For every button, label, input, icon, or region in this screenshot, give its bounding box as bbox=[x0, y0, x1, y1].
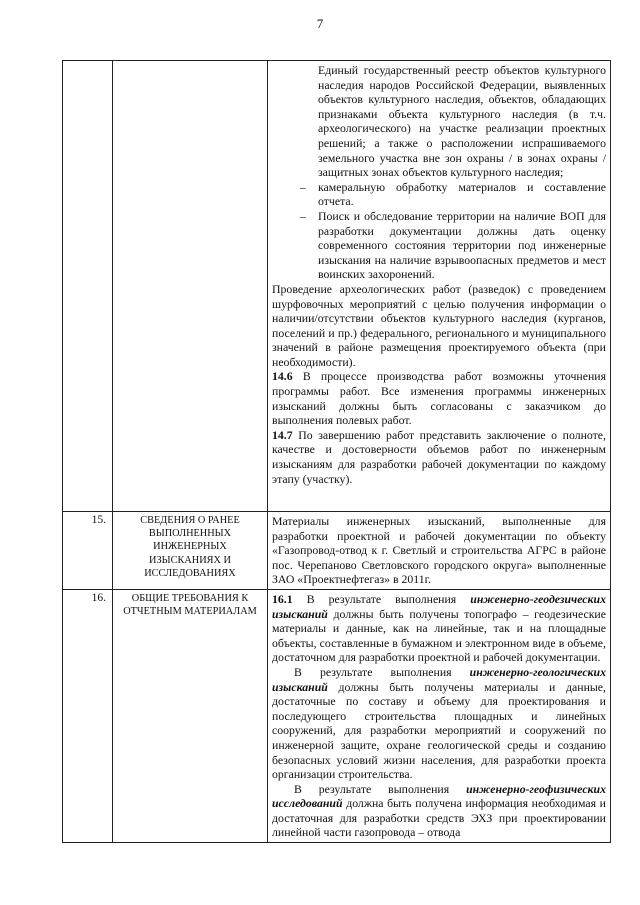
previous-surveys-text: Материалы инженерных изысканий, выполненные для разработки проектной и рабочей документации по объекту «Газопровод-отвод к г. Светлый и строительства АГРС в районе пос. Черепаново Светловского городского округа» выполненные ЗАО «Проектнефтегаз» в 2011г. bbox=[272, 514, 606, 587]
table-row bbox=[63, 61, 611, 512]
item-text: В результате выполнения bbox=[294, 664, 470, 679]
item-number: 16.1 bbox=[272, 591, 293, 606]
row-content-cell bbox=[268, 589, 611, 842]
item-text: должны быть получены топографо – геодезические материалы и данные, как на линейные, так и на площадные объекты, составленные в бумажном и электронном виде в объеме, достаточном для разработки проектной и рабочей документации. bbox=[272, 606, 606, 665]
specification-table bbox=[62, 60, 611, 843]
row-label: СВЕДЕНИЯ О РАНЕЕ ВЫПОЛНЕННЫХ ИНЖЕНЕРНЫХ ИЗЫСКАНИЯХ И ИССЛЕДОВАНИЯХ bbox=[113, 512, 268, 590]
work-list bbox=[272, 180, 606, 282]
item-number: 14.7 bbox=[272, 427, 293, 442]
table-row bbox=[63, 512, 611, 590]
item-text: По завершению работ представить заключение о полноте, качестве и достоверности объемов работ по инженерным изысканиям для разработки рабочей документации по каждому этапу (участку). bbox=[272, 427, 606, 486]
item-text: В результате выполнения bbox=[292, 591, 471, 606]
registry-text: Единый государственный реестр объектов культурного наследия народов Российской Федерации, выявленных объектов культурного наследия, объектов, обладающих признаками объекта культурного наследия (в т.ч. археологического) на участке реализации проектных решений; а также о расположении испрашиваемого земельного участка вне зон охраны / в зонах охраны / защитных зонах объектов культурного наследия; bbox=[318, 63, 606, 180]
item-text: должны быть получены материалы и данные, достаточные по составу и объему для проектирования и последующего строительства площадных и линейных сооружений, для разработки мероприятий и сооружений по инженерной защите, охране геологической среды и созданию безопасных условий жизни населения, для разработки проекта организации строительства. bbox=[272, 679, 606, 782]
item-14-7 bbox=[272, 428, 606, 486]
emphasis: инженерно-геологических изысканий bbox=[272, 664, 606, 694]
item-text: В результате выполнения bbox=[294, 781, 467, 796]
list-item: – камеральную обработку материалов и составление отчета. bbox=[318, 180, 606, 209]
row-label-cell bbox=[113, 61, 268, 512]
item-16-1 bbox=[272, 592, 606, 665]
row-label: ОБЩИЕ ТРЕБОВАНИЯ К ОТЧЕТНЫМ МАТЕРИАЛАМ bbox=[113, 589, 268, 842]
geology-paragraph bbox=[272, 665, 606, 782]
item-text: В процессе производства работ возможны уточнения программы работ. Все изменения программы инженерных изысканий должны быть согласованы с заказчиком до выполнения полевых работ. bbox=[272, 369, 606, 428]
row-content-cell bbox=[268, 61, 611, 512]
geophysics-paragraph bbox=[272, 782, 606, 840]
list-item: – Поиск и обследование территории на наличие ВОП для разработки документации должны дать оценку современного состояния территории под инженерные изыскания на наличие взрывоопасных предметов и мест воинских захоронений. bbox=[318, 209, 606, 282]
item-number: 14.6 bbox=[272, 369, 293, 384]
row-number: 16. bbox=[63, 589, 113, 842]
archaeology-paragraph: Проведение археологических работ (разведок) с проведением шурфовочных мероприятий с целью получения информации о наличии/отсутствии объектов культурного наследия (курганов, поселений и пр.) федерального, регионального и муниципального значений в районе размещения проектируемого объекта (при необходимости). bbox=[272, 281, 606, 369]
row-number-cell bbox=[63, 61, 113, 512]
item-text: должна быть получена информация необходимая и достаточная для разработки средств ЭХЗ при проектировании линейной части газопровода – отвода bbox=[272, 796, 606, 840]
item-14-6 bbox=[272, 369, 606, 427]
row-number: 15. bbox=[63, 512, 113, 590]
emphasis: инженерно-геофизических исследований bbox=[272, 781, 606, 811]
emphasis: инженерно-геодезических изысканий bbox=[272, 591, 606, 621]
page-number: 7 bbox=[316, 16, 324, 31]
table-row bbox=[63, 589, 611, 842]
row-content-cell bbox=[268, 512, 611, 590]
